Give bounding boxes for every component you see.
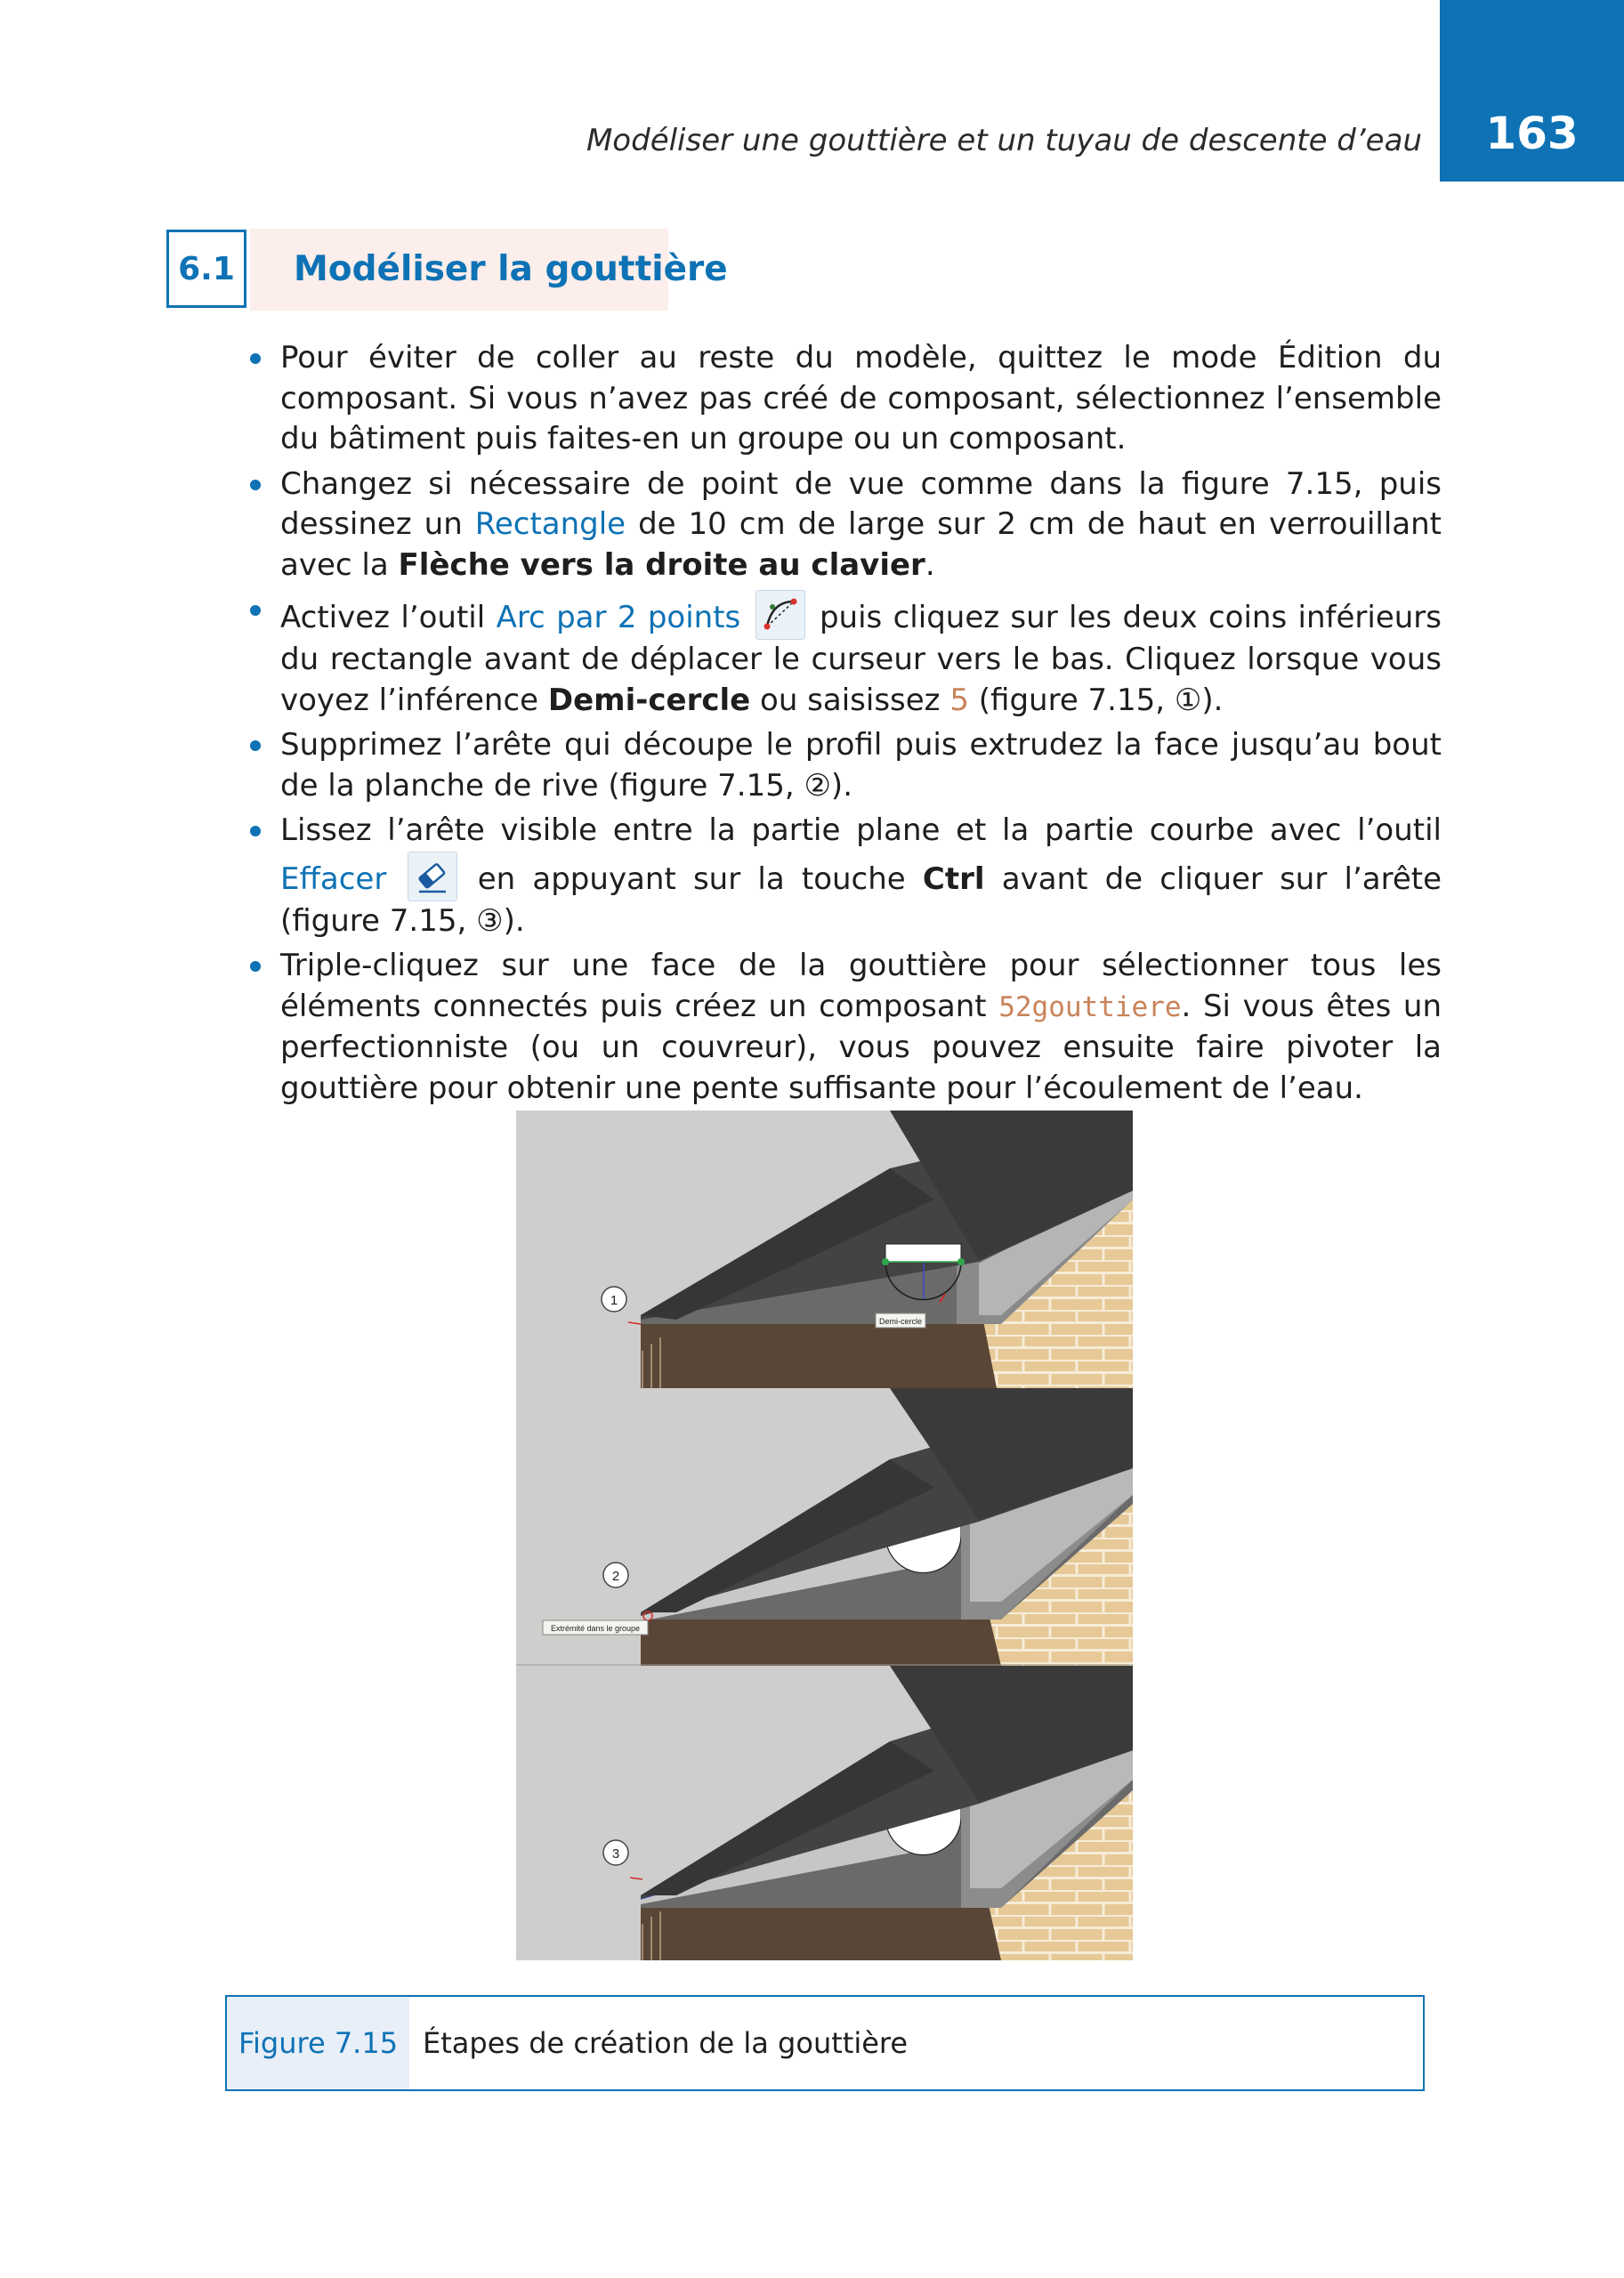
list-item-text: Supprimez l’arête qui découpe le profil puis extrudez la face jusqu’au bout de la planche de rive (figure 7.15, ②). bbox=[280, 727, 1442, 804]
section-title: Modéliser la gouttière bbox=[294, 249, 728, 289]
list-item-text: en appuyant sur la touche bbox=[460, 860, 923, 897]
step-marker-1: 1 bbox=[610, 1293, 618, 1308]
inference-name: Demi-cercle bbox=[547, 682, 751, 718]
step-marker-2: 2 bbox=[611, 1569, 620, 1584]
panel-1 bbox=[516, 1111, 1133, 1388]
list-item-text: Pour éviter de coller au reste du modèle, quittez le mode Édition du composant. Si vous n’avez pas créé de composant, sélectionnez l’ensemble du bâtiment puis faites-en un groupe ou un composant. bbox=[280, 340, 1442, 456]
panel-2 bbox=[516, 1388, 1133, 1666]
page-number-tab bbox=[1440, 0, 1624, 182]
list-item-text: de 10 cm de large sur 2 cm de haut en verrouillant avec la bbox=[280, 506, 1442, 583]
list-item bbox=[245, 725, 1442, 806]
page-number: 163 bbox=[1485, 108, 1579, 159]
list-item-text: Activez l’outil bbox=[280, 600, 497, 635]
body-text bbox=[245, 338, 1442, 1113]
bullet-dot bbox=[250, 480, 261, 490]
list-item-text: puis cliquez sur les deux coins inférieurs du rectangle avant de déplacer le curseur vers le bas. Cliquez lorsque vous voyez l’inférence bbox=[280, 600, 1442, 718]
tool-name-rectangle: Rectangle bbox=[474, 506, 626, 542]
list-item-text: Changez si nécessaire de point de vue comme dans la figure 7.15, puis dessinez un bbox=[280, 465, 1442, 542]
list-item bbox=[245, 811, 1442, 941]
figure-caption-text: Étapes de création de la gouttière bbox=[423, 2026, 909, 2060]
figure-caption-label: Figure 7.15 bbox=[227, 1997, 409, 2089]
bullet-dot bbox=[250, 961, 261, 972]
running-header: Modéliser une gouttière et un tuyau de descente d’eau bbox=[586, 123, 1422, 158]
list-item bbox=[245, 590, 1442, 721]
figure-caption bbox=[225, 1995, 1425, 2091]
section-number: 6.1 bbox=[166, 230, 246, 308]
bullet-dot bbox=[250, 826, 261, 836]
keyboard-key: Ctrl bbox=[922, 860, 985, 897]
list-item-text: ou saisissez bbox=[750, 682, 950, 718]
component-name: 52gouttiere bbox=[998, 990, 1182, 1023]
list-item bbox=[245, 946, 1442, 1109]
eraser-icon bbox=[408, 852, 457, 901]
list-item-text: (figure 7.15, ①). bbox=[968, 682, 1224, 718]
figure-illustration bbox=[516, 1111, 1133, 1960]
list-item-text: . Si vous êtes un perfectionniste (ou un couvreur), vous pouvez ensuite faire pivoter la gouttière pour obtenir une pente suffisante pour l’écoulement de l’eau. bbox=[280, 988, 1442, 1106]
tooltip-panel-1: Demi-cercle bbox=[878, 1317, 923, 1326]
arc-2-points-icon bbox=[755, 590, 805, 640]
list-item-text: . bbox=[925, 546, 935, 583]
figure-gutter-steps bbox=[516, 1111, 1133, 1960]
list-item-text: avant de cliquer sur l’arête (figure 7.15, ③). bbox=[280, 860, 1442, 939]
tooltip-panel-2: Extrémité dans le groupe bbox=[550, 1624, 641, 1633]
tool-name-arc: Arc par 2 points bbox=[496, 600, 741, 635]
keyboard-key: Flèche vers la droite au clavier bbox=[398, 546, 925, 583]
bullet-dot bbox=[250, 740, 261, 751]
list-item-text: Lissez l’arête visible entre la partie plane et la partie courbe avec l’outil bbox=[280, 812, 1442, 848]
list-item bbox=[245, 464, 1442, 586]
tool-name-eraser: Effacer bbox=[280, 860, 387, 897]
panel-3 bbox=[516, 1666, 1133, 1960]
bullet-dot bbox=[250, 605, 261, 616]
bullet-dot bbox=[250, 353, 261, 364]
list-item bbox=[245, 338, 1442, 460]
list-item-text: Triple-cliquez sur une face de la gouttière pour sélectionner tous les éléments connectés puis créez un composant bbox=[280, 948, 1442, 1024]
typed-value: 5 bbox=[949, 682, 969, 718]
step-marker-3: 3 bbox=[611, 1846, 620, 1862]
